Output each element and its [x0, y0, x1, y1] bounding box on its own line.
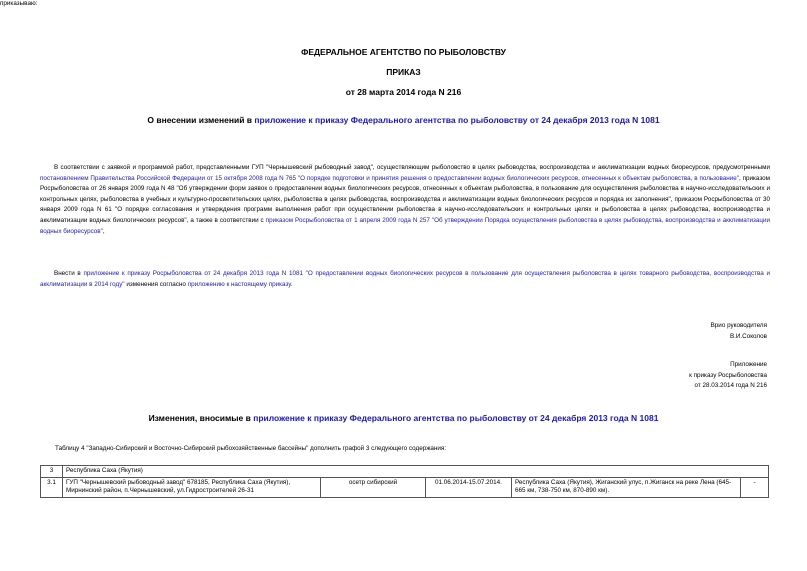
table-row [41, 466, 769, 478]
table-row [41, 477, 769, 497]
document-type: ПРИКАЗ [386, 67, 421, 77]
changes-title [0, 413, 807, 423]
changes-table [40, 465, 769, 498]
preamble-paragraph [40, 163, 770, 237]
order-text-3: . [290, 280, 293, 288]
signature-position: Врио руководителя [710, 322, 767, 329]
entry-period-cell: 01.06.2014-15.07.2014. [426, 477, 512, 497]
signature-block [711, 321, 767, 342]
signature-name: В.И.Соколов [729, 332, 767, 340]
annex-line-3: от 28.03.2014 года N 216 [694, 382, 767, 390]
preamble-text-1: В соответствии с заявкой и программой работ, представленными ГУП "Чернышевский рыбоводный завод", осуществляющим рыболовство в целях рыбоводства, воспроизводства и акклиматизации водных биоресурсов, предусмотренными [54, 164, 770, 171]
entry-area-cell: Республика Саха (Якутия), Жиганский улус, п.Жиганск на реке Лена (645-665 км, 738-750 км, 870-890 км). [512, 477, 741, 497]
document-title [0, 115, 807, 125]
entry-number-cell: 3.1 [41, 477, 63, 497]
annex-line-2: к приказу Росрыболовства [689, 371, 767, 379]
title-prefix: О внесении изменений в [147, 115, 255, 125]
agency-name: ФЕДЕРАЛЬНОЕ АГЕНТСТВО ПО РЫБОЛОВСТВУ [301, 47, 506, 57]
order-text-2: изменения согласно [124, 280, 188, 288]
changes-title-link[interactable]: приложение к приказу Федерального агентства по рыболовству от 24 декабря 2013 года N 1081 [253, 413, 659, 423]
entry-org-cell: ГУП "Чернышевский рыбоводный завод" 678185, Республика Саха (Якутия), Мирнинский район, п.Чернышевский, ул.Гидростроителей 26-31 [63, 477, 321, 497]
table-intro: Таблицу 4 "Западно-Сибирский и Восточно-Сибирский рыбохозяйственные бассейны" дополнить графой 3 следующего содержания: [55, 445, 447, 452]
title-link[interactable]: приложение к приказу Федерального агентства по рыболовству от 24 декабря 2013 года N 1081 [254, 115, 660, 125]
order-link-2[interactable]: приложению к настоящему приказу [187, 280, 291, 288]
changes-title-prefix: Изменения, вносимые в [148, 413, 254, 423]
order-link-1[interactable]: приложение к приказу Росрыболовства от 24 декабря 2013 года N 1081 "О предоставлении водных биологических ресурсов в пользование для осуществления рыболовства в целях товарного рыбоводства, воспроизводства и акклиматизации в 2014 году" [40, 270, 770, 288]
region-name-cell: Республика Саха (Якутия) [63, 466, 769, 478]
order-text-1: Внести в [54, 270, 84, 277]
decree-word: приказываю: [0, 0, 38, 7]
annex-reference [689, 360, 767, 392]
region-number-cell: 3 [41, 466, 63, 478]
order-paragraph [40, 269, 770, 290]
document-date-number: от 28 марта 2014 года N 216 [345, 87, 462, 97]
preamble-link-2[interactable]: приказом Росрыболовства от 1 апреля 2009 года N 257 "Об утверждении Порядка осуществления рыболовства в целях рыбоводства, воспроизводства и акклиматизации водных биоресурсов" [40, 216, 771, 235]
entry-note-cell: - [741, 477, 769, 497]
annex-line-1: Приложение [730, 361, 767, 368]
entry-species-cell: осетр сибирский [321, 477, 426, 497]
preamble-text-2: , приказом Росрыболовства от 26 января 2009 года N 48 "Об утверждении форм заявок о предоставлении водных биологических ресурсов, отнесенных к объектам рыболовства, в пользование для осуществления рыболовства в научно-исследовательских и контрольных целях, рыболовства в учебных и культурно-просветительских целях, рыболовства в целях рыбоводства, воспроизводства и акклиматизации водных биологических ресурсов и порядка их заполнения", приказом Росрыболовства от 30 января 2009 года N 61 "О порядке согласования и утверждения программ выполнения работ при осуществлении рыболовства в научно-исследовательских и контрольных целях и рыболовства в целях рыбоводства, воспроизводства и акклиматизации водных биологических ресурсов", а также в соответствии с [40, 174, 770, 224]
preamble-link-1[interactable]: постановлением Правительства Российской Федерации от 15 октября 2008 года N 765 "О порядке подготовки и принятия решения о предоставлении водных биологических ресурсов, отнесенных к объектам рыболовства, в пользование" [40, 174, 739, 182]
preamble-text-3: , [102, 227, 105, 235]
